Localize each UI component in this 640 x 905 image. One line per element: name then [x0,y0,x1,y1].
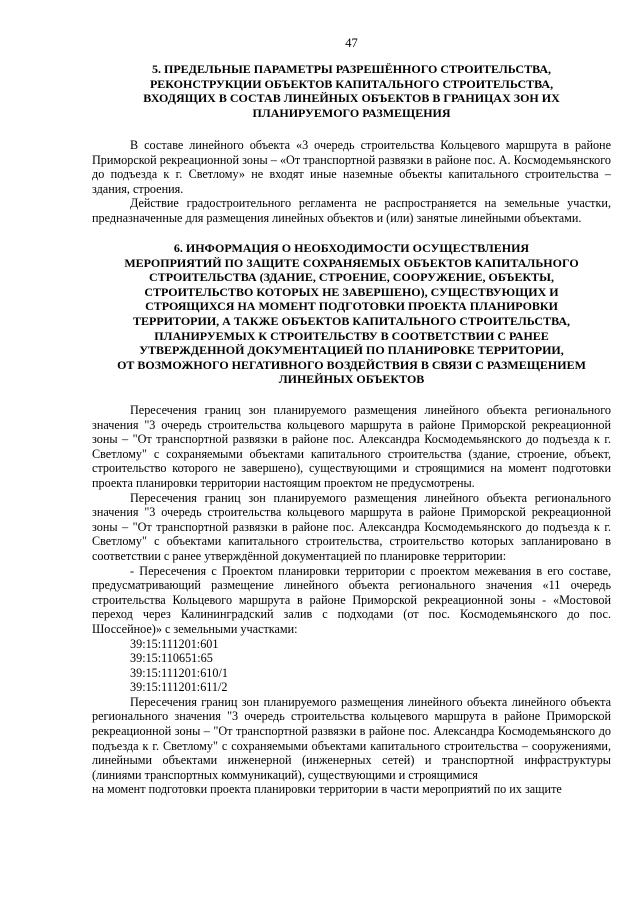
section-6-heading-line: УТВЕРЖДЕННОЙ ДОКУМЕНТАЦИЕЙ ПО ПЛАНИРОВКЕ ТЕРРИТОРИИ, [139,343,564,358]
section-6-paragraph: - Пересечения с Проектом планировки территории с проектом межевания в его составе, предусматривающий размещение линейного объекта регионального значения «11 очередь строительства Кольцевого маршрута в районе Приморской рекреационной зоны - «Мостовой переход через Калининградский залив с подходами (от пос. Космодемьянского до пос. Шоссейное)» с земельными участками: [92,563,611,636]
section-6-heading-line: МЕРОПРИЯТИЙ ПО ЗАЩИТЕ СОХРАНЯЕМЫХ ОБЪЕКТОВ КАПИТАЛЬНОГО [124,255,579,270]
section-5-heading-line: 5. ПРЕДЕЛЬНЫЕ ПАРАМЕТРЫ РАЗРЕШЁННОГО СТРОИТЕЛЬСТВА, [152,62,551,76]
section-6-heading-line: ЛИНЕЙНЫХ ОБЪЕКТОВ [278,372,425,387]
cadastral-number: 39:15:111201:601 [130,636,219,651]
section-6-heading-line: 6. ИНФОРМАЦИЯ О НЕОБХОДИМОСТИ ОСУЩЕСТВЛЕНИЯ [173,241,530,255]
section-6-heading-line: ОТ ВОЗМОЖНОГО НЕГАТИВНОГО ВОЗДЕЙСТВИЯ В СВЯЗИ С РАЗМЕЩЕНИЕМ [117,357,586,372]
section-6-paragraph: Пересечения границ зон планируемого размещения линейного объекта линейного объекта регионального значения "3 очередь строительства кольцевого маршрута в районе Приморской рекреационной зоны – "От транспортной развязки в районе пос. Александра Космодемьянского до подъезда к г. Светлому" с сохраняемыми объектами капитального строительства – сооружениями, линейными объектами инженерной (инженерных сетей) и транспортной инфраструктуры (линиями транспортных коммуникаций), существующими и строящимися [92,694,611,782]
cadastral-number: 39:15:110651:65 [130,651,213,666]
section-5-body [92,138,611,226]
section-6-paragraph: Пересечения границ зон планируемого размещения линейного объекта регионального значения "3 очередь строительства кольцевого маршрута в районе Приморской рекреационной зоны – "От транспортной развязки в районе пос. Александра Космодемьянского до подъезда к г. Светлому" с сохраняемыми объектами капитального строительства (здание, строение, объект, строительство которого не завершено), существующими и строящимися на момент подготовки проекта планировки территории настоящим проектом не предусмотрены. [92,403,611,490]
section-6-body [92,403,611,797]
section-5-heading [92,62,611,120]
cadastral-number: 39:15:111201:611/2 [130,680,228,695]
section-5-heading-line: ПЛАНИРУЕМОГО РАЗМЕЩЕНИЯ [252,105,451,120]
section-6-heading-line: ТЕРРИТОРИИ, А ТАКЖЕ ОБЪЕКТОВ КАПИТАЛЬНОГО СТРОИТЕЛЬСТВА, [133,313,570,328]
section-6-heading-line: ПЛАНИРУЕМЫХ К СТРОИТЕЛЬСТВУ В СООТВЕТСТВИИ С РАНЕЕ [154,328,549,343]
page-number: 47 [345,36,358,50]
section-5-paragraph: В составе линейного объекта «3 очередь строительства Кольцевого маршрута в районе Приморской рекреационной зоны – «От транспортной развязки в районе пос. А. Космодемьянского до подъезда к г. Светлому» не входят иные наземные объекты капитального строительства – здания, строения. [92,138,611,196]
section-6-paragraph: Пересечения границ зон планируемого размещения линейного объекта регионального значения "3 очередь строительства кольцевого маршрута в районе Приморской рекреационной зоны – "От транспортной развязки в районе пос. Александра Космодемьянского до подъезда к г. Светлому" с объектами капитального строительства, строительство которых запланировано в соответствии с ранее утверждённой документацией по планировке территории: [92,490,611,563]
section-5-heading-line: РЕКОНСТРУКЦИИ ОБЪЕКТОВ КАПИТАЛЬНОГО СТРОИТЕЛЬСТВА, [149,76,554,91]
cadastral-number: 39:15:111201:610/1 [130,665,228,680]
section-6-paragraph-continued: на момент подготовки проекта планировки территории в части мероприятий по их защите [92,782,562,797]
section-6-heading-line: СТРОЯЩИХСЯ НА МОМЕНТ ПОДГОТОВКИ ПРОЕКТА ПЛАНИРОВКИ [145,299,558,314]
section-6-heading-line: СТРОИТЕЛЬСТВО КОТОРЫХ НЕ ЗАВЕРШЕНО), СУЩЕСТВУЮЩИХ И [144,284,559,299]
section-6-heading [92,241,611,387]
section-5-paragraph: Действие градостроительного регламента не распространяется на земельные участки, предназначенные для размещения линейных объектов и (или) занятые линейными объектами. [92,196,611,225]
section-5-heading-line: ВХОДЯЩИХ В СОСТАВ ЛИНЕЙНЫХ ОБЪЕКТОВ В ГРАНИЦАХ ЗОН ИХ [143,91,560,106]
section-6-heading-line: СТРОИТЕЛЬСТВА (ЗДАНИЕ, СТРОЕНИЕ, СООРУЖЕНИЕ, ОБЪЕКТЫ, [149,270,554,285]
